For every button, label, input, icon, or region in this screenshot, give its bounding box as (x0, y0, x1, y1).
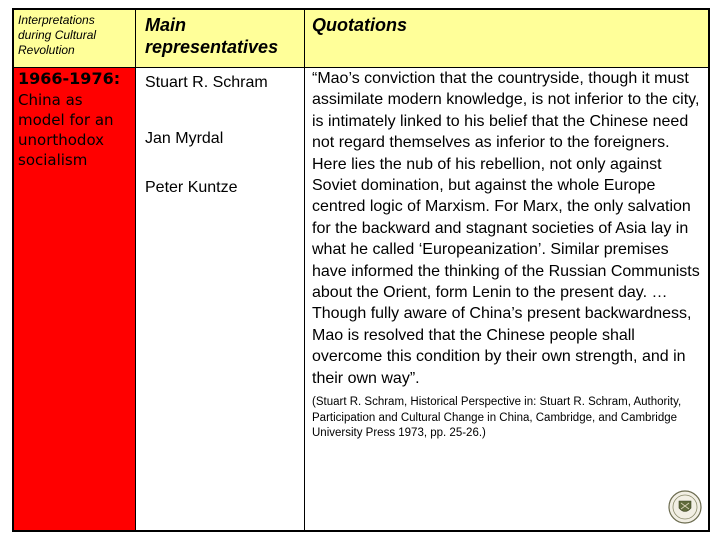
quotation-cell (304, 67, 708, 530)
representatives-cell (135, 67, 304, 530)
period-years: 1966-1976: (18, 69, 121, 88)
university-seal-icon (668, 490, 702, 524)
interpretations-table (12, 8, 710, 532)
header-divider (14, 67, 708, 68)
column-divider-1 (135, 10, 136, 530)
quotation-text: “Mao’s conviction that the countryside, though it must assimilate modern knowledge, is not inferior to the city, is intimately linked to his belief that the Chinese need not regard themselves as inferior to the foreigners. Here lies the nub of his rebellion, not only against Soviet domination, but against the whole Europe centred logic of Marxism. For Marx, the only salvation for the backward and stagnant societies of Asia lay in what he called ‘Europeanization’. Similar premises have informed the thinking of the Russian Communists about the Orient, form Lenin to the present day. … Though fully aware of China’s present backwardness, Mao is resolved that the Chinese people shall overcome this condition by their own strength, and in their own way”. (312, 70, 700, 387)
column-divider-2 (304, 10, 305, 530)
header-quotations-cell (304, 10, 708, 67)
header-interpretations: Interpretations during Cultural Revolution (18, 13, 97, 57)
representative-kuntze: Peter Kuntze (145, 179, 238, 196)
header-quotations: Quotations (312, 15, 407, 35)
period-block (14, 67, 135, 172)
period-cell (14, 67, 135, 530)
header-interpretations-cell (14, 10, 135, 67)
period-description: China as model for an unorthodox socialism (18, 91, 114, 169)
representative-myrdal: Jan Myrdal (145, 130, 224, 147)
representative-schram: Stuart R. Schram (145, 74, 268, 91)
header-representatives-cell (135, 10, 304, 67)
header-representatives: Main representatives (145, 15, 279, 57)
quotation-source: (Stuart R. Schram, Historical Perspective in: Stuart R. Schram, Authority, Participation and Cultural Change in China, Cambridge, and Cambridge University Press 1973, pp. 25-26.) (312, 396, 682, 440)
